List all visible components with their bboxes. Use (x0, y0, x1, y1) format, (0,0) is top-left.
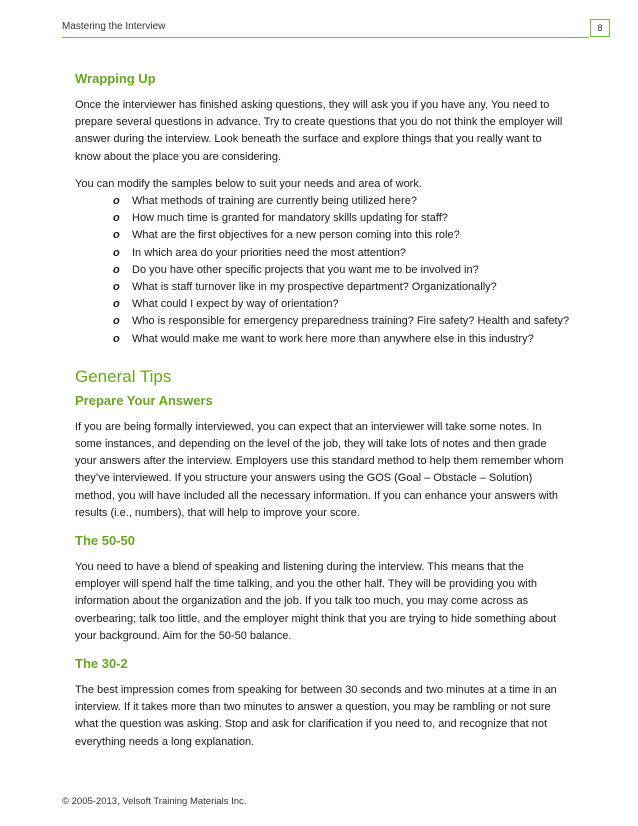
general-tips-heading: General Tips (75, 366, 172, 386)
thirty-two-paragraph: The best impression comes from speaking for between 30 seconds and two minutes at a time in an interview. If it takes more than two minutes to answer a question, you may be rambling or not sure what the question was asking. Stop and ask for clarification if you need to, and recognize that not everything needs a long explanation. (75, 684, 557, 748)
bullet-icon: o (113, 212, 120, 225)
question-text: What would make me want to work here more than anywhere else in this industry? (132, 332, 534, 345)
list-item (75, 245, 570, 262)
question-list (75, 193, 570, 348)
thirty-two-heading: The 30-2 (75, 656, 128, 672)
question-text: Who is responsible for emergency preparedness training? Fire safety? Health and safety? (132, 315, 570, 328)
bullet-icon: o (113, 195, 120, 208)
bullet-icon: o (113, 281, 120, 294)
bullet-icon: o (113, 229, 120, 242)
bullet-icon: o (113, 315, 120, 328)
list-item (75, 262, 570, 279)
prepare-answers-paragraph: If you are being formally interviewed, you can expect that an interviewer will take some notes. In some instances, and depending on the level of the job, they will take lots of notes and then grade your answers after the interview. Employers use this standard method to help them remember whom they’ve interviewed. If you structure your answers using the GOS (Goal – Obstacle – Solution) method, you will have included all the necessary information. If you can enhance your answers with results (i.e., numbers), that will help to improve your score. (75, 420, 564, 519)
fifty-fifty-paragraph: You need to have a blend of speaking and listening during the interview. This means that the employer will spend half the time talking, and you the other half. They will be providing you with information about the organization and the job. If you talk too much, you may come across as overbearing; talk too little, and the employer might think that you are trying to hide something about your background. Aim for the 50-50 balance. (75, 561, 557, 642)
list-item (75, 210, 570, 227)
question-text: What methods of training are currently being utilized here? (132, 195, 417, 208)
page-header (62, 19, 610, 37)
list-item (75, 193, 570, 210)
list-item (75, 227, 570, 244)
question-text: What are the first objectives for a new person coming into this role? (132, 229, 460, 242)
samples-intro: You can modify the samples below to suit your needs and area of work. (75, 177, 422, 190)
fifty-fifty-heading: The 50-50 (75, 533, 135, 549)
header-divider (62, 37, 589, 38)
bullet-icon: o (113, 263, 120, 276)
question-text: In which area do your priorities need the most attention? (132, 246, 406, 259)
wrapping-up-paragraph: Once the interviewer has finished asking questions, they will ask you if you have any. You need to prepare several questions in advance. Try to create questions that you do not think the employer will answer during the interview. Look beneath the surface and explore things that you really want to know about the place you are considering. (75, 99, 563, 163)
list-item (75, 331, 570, 348)
bullet-icon: o (113, 332, 120, 345)
copyright-footer: © 2005-2013, Velsoft Training Materials Inc. (62, 796, 247, 807)
question-text: How much time is granted for mandatory skills updating for staff? (132, 212, 448, 225)
list-item (75, 313, 570, 330)
prepare-answers-heading: Prepare Your Answers (75, 392, 213, 408)
bullet-icon: o (113, 298, 120, 311)
bullet-icon: o (113, 246, 120, 259)
question-text: What could I expect by way of orientation? (132, 298, 339, 311)
list-item (75, 296, 570, 313)
question-text: What is staff turnover like in my prospective department? Organizationally? (132, 281, 497, 294)
wrapping-up-heading: Wrapping Up (75, 71, 156, 86)
question-text: Do you have other specific projects that you want me to be involved in? (132, 263, 479, 276)
header-title: Mastering the Interview (62, 21, 166, 32)
page-body (75, 70, 570, 761)
list-item (75, 279, 570, 296)
page-number: 8 (590, 19, 610, 37)
